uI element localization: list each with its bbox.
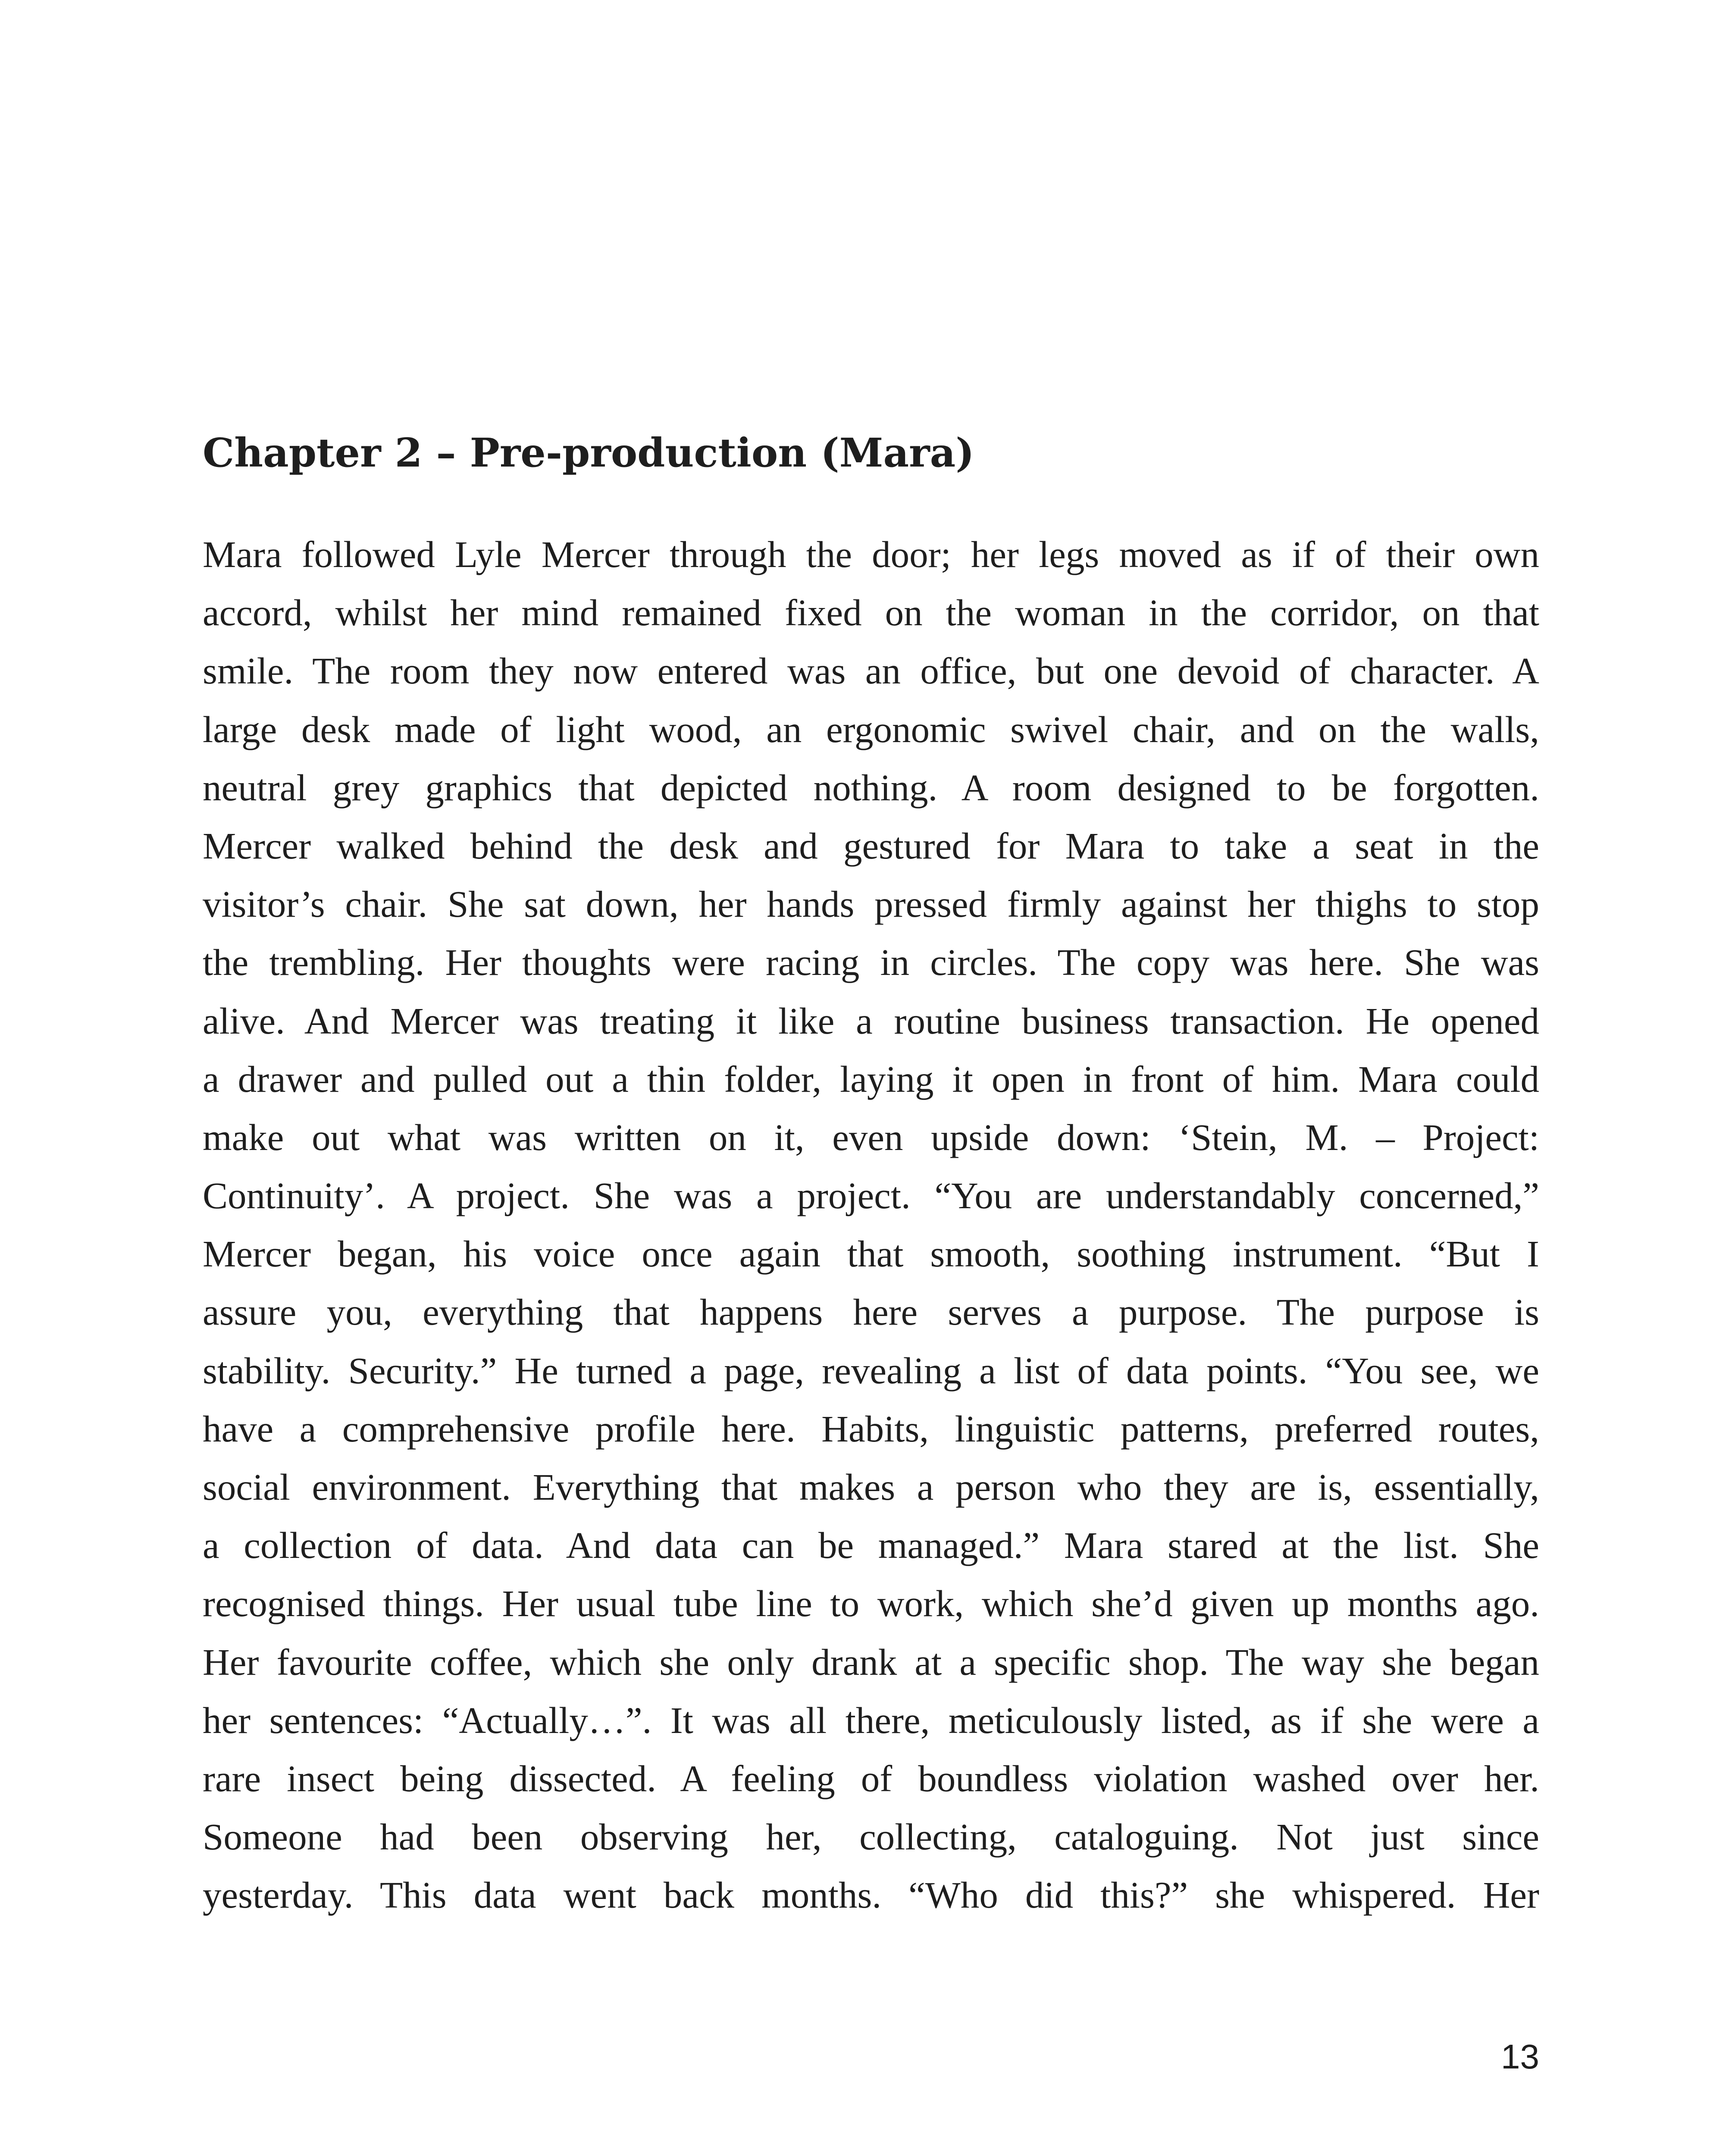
body-line: alive. And Mercer was treating it like a routine business transaction. He opened (203, 1000, 1539, 1042)
body-line: smile. The room they now entered was an office, but one devoid of character. A (203, 650, 1539, 692)
body-line: large desk made of light wood, an ergonomic swivel chair, and on the walls, (203, 708, 1539, 750)
body-line: Mercer walked behind the desk and gestured for Mara to take a seat in the (203, 824, 1539, 867)
body-text (203, 525, 1539, 1924)
body-line: neutral grey graphics that depicted nothing. A room designed to be forgotten. (203, 766, 1539, 808)
chapter-title: Chapter 2 – Pre-production (Mara) (203, 429, 974, 476)
body-line: Mercer began, his voice once again that smooth, soothing instrument. “But I (203, 1233, 1539, 1275)
body-line: yesterday. This data went back months. “Who did this?” she whispered. Her (203, 1874, 1539, 1916)
page-number: 13 (1501, 2037, 1539, 2076)
body-line: the trembling. Her thoughts were racing in circles. The copy was here. She was (203, 941, 1539, 984)
body-line: Her favourite coffee, which she only drank at a specific shop. The way she began (203, 1641, 1539, 1683)
body-line: accord, whilst her mind remained fixed on the woman in the corridor, on that (203, 592, 1539, 634)
body-line: stability. Security.” He turned a page, revealing a list of data points. “You see, we (203, 1349, 1539, 1391)
body-line: a drawer and pulled out a thin folder, laying it open in front of him. Mara could (203, 1058, 1539, 1100)
body-line: social environment. Everything that makes a person who they are is, essentially, (203, 1466, 1539, 1508)
body-line: her sentences: “Actually…”. It was all there, meticulously listed, as if she were a (203, 1699, 1539, 1741)
body-line: rare insect being dissected. A feeling of boundless violation washed over her. (203, 1757, 1539, 1799)
body-line: make out what was written on it, even upside down: ‘Stein, M. – Project: (203, 1116, 1539, 1158)
body-line: visitor’s chair. She sat down, her hands pressed firmly against her thighs to stop (203, 883, 1539, 925)
body-line: Someone had been observing her, collecting, cataloguing. Not just since (203, 1816, 1539, 1858)
body-line: Continuity’. A project. She was a project. “You are understandably concerned,” (203, 1175, 1539, 1217)
body-line: a collection of data. And data can be managed.” Mara stared at the list. She (203, 1524, 1539, 1567)
body-line: assure you, everything that happens here serves a purpose. The purpose is (203, 1291, 1539, 1333)
body-line: recognised things. Her usual tube line to work, which she’d given up months ago. (203, 1583, 1539, 1625)
body-line: have a comprehensive profile here. Habits, linguistic patterns, preferred routes, (203, 1407, 1539, 1450)
body-line: Mara followed Lyle Mercer through the door; her legs moved as if of their own (203, 533, 1539, 575)
